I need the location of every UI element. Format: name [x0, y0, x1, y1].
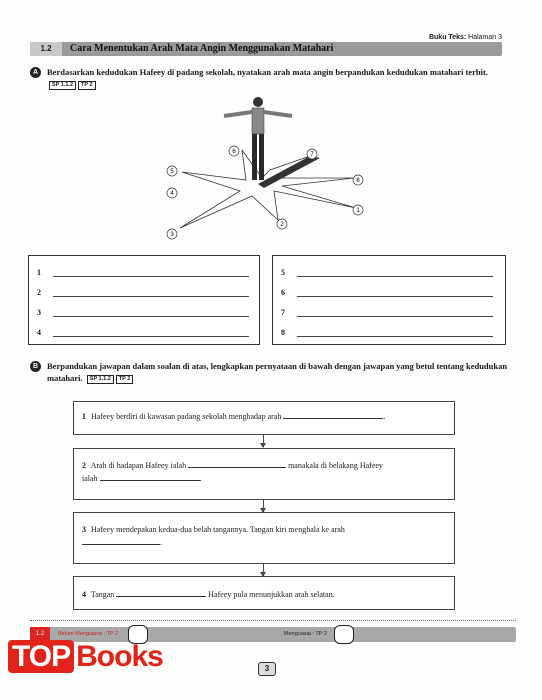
answer-label-6: 6 — [281, 288, 285, 297]
topbooks-logo: TOP Books — [8, 640, 163, 674]
svg-text:8: 8 — [356, 178, 360, 184]
answer-label-3: 3 — [37, 308, 41, 317]
person-figure — [224, 97, 292, 180]
tag-tp: TP 2 — [78, 81, 96, 90]
question-b-badge: B — [30, 361, 41, 372]
textbook-reference: Buku Teks: Halaman 3 — [428, 34, 502, 41]
answer-box-left — [28, 255, 260, 345]
answer-label-5: 5 — [281, 268, 285, 277]
question-a — [30, 66, 510, 90]
svg-text:6: 6 — [232, 149, 236, 155]
question-a-badge: A — [30, 67, 41, 78]
step-4-blank[interactable] — [116, 588, 206, 597]
answer-field-5[interactable] — [297, 276, 493, 277]
compass-diagram — [160, 92, 380, 242]
diagram-label-3 — [167, 229, 177, 239]
svg-text:2: 2 — [280, 222, 284, 228]
flow-arrow — [263, 500, 264, 512]
answer-label-7: 7 — [281, 308, 285, 317]
answer-label-2: 2 — [37, 288, 41, 297]
step-2: 2 Arah di hadapan Hafeey ialah manakala di belakang Hafeey ialah . — [73, 448, 455, 500]
section-title: Cara Menentukan Arah Mata Angin Menggunakan Matahari — [70, 43, 334, 54]
question-b-text: Berpandukan jawapan dalam soalan di atas, lengkapkan pernyataan di bawah dengan jawapan yang betul tentang kedudukan matahari. SP 1.1.2 TP 2 — [47, 361, 508, 383]
step-1-blank[interactable] — [283, 410, 383, 419]
svg-text:4: 4 — [170, 191, 174, 197]
answer-label-1: 1 — [37, 268, 41, 277]
answer-field-4[interactable] — [53, 336, 249, 337]
step-2-blank-2[interactable] — [100, 472, 200, 481]
compass-star — [180, 150, 356, 228]
tag-tp: TP 2 — [116, 375, 134, 384]
flow-arrow — [263, 564, 264, 576]
menguasai-checkbox[interactable] — [334, 625, 354, 644]
answer-field-7[interactable] — [297, 316, 493, 317]
svg-text:7: 7 — [310, 152, 314, 158]
answer-box-right — [272, 255, 506, 345]
step-4: 4 Tangan Hafeey pula menunjukkan arah selatan. — [73, 576, 455, 610]
menguasai-label: Menguasai : TP 2 — [284, 631, 327, 637]
question-b — [30, 360, 510, 384]
diagram-label-4 — [167, 188, 177, 198]
footer-section-number: 1.2 — [30, 627, 50, 642]
diagram-label-8 — [353, 175, 363, 185]
tag-sp: SP 1.1.2 — [87, 375, 114, 384]
svg-text:1: 1 — [356, 208, 360, 214]
page-number: 3 — [258, 662, 276, 676]
step-2-blank-1[interactable] — [188, 459, 286, 468]
step-3: 3 Hafeey mendepakan kedua-dua belah tangannya. Tangan kiri menghala ke arah . — [73, 512, 455, 564]
belum-menguasai-label: Belum Menguasai : TP 2 — [58, 631, 119, 637]
answer-field-8[interactable] — [297, 336, 493, 337]
answer-field-3[interactable] — [53, 316, 249, 317]
diagram-label-7 — [307, 149, 317, 159]
svg-text:5: 5 — [170, 169, 174, 175]
question-a-text: Berdasarkan kedudukan Hafeey di padang sekolah, nyatakan arah mata angin berpandukan kedudukan matahari terbit. SP 1.1.2 TP 2 — [47, 67, 488, 88]
diagram-label-1 — [353, 205, 363, 215]
answer-label-4: 4 — [37, 328, 41, 337]
flow-arrow — [263, 435, 264, 447]
section-number: 1.2 — [30, 42, 62, 56]
answer-field-2[interactable] — [53, 296, 249, 297]
answer-field-6[interactable] — [297, 296, 493, 297]
diagram-label-2 — [277, 219, 287, 229]
answer-label-8: 8 — [281, 328, 285, 337]
tag-sp: SP 1.1.2 — [49, 81, 76, 90]
step-3-blank[interactable] — [82, 536, 160, 545]
diagram-label-6 — [229, 146, 239, 156]
answer-field-1[interactable] — [53, 276, 249, 277]
footer-divider — [30, 620, 516, 621]
step-1: 1 Hafeey berdiri di kawasan padang sekolah menghadap arah . — [73, 401, 455, 435]
svg-text:3: 3 — [170, 232, 174, 238]
diagram-label-5 — [167, 166, 177, 176]
